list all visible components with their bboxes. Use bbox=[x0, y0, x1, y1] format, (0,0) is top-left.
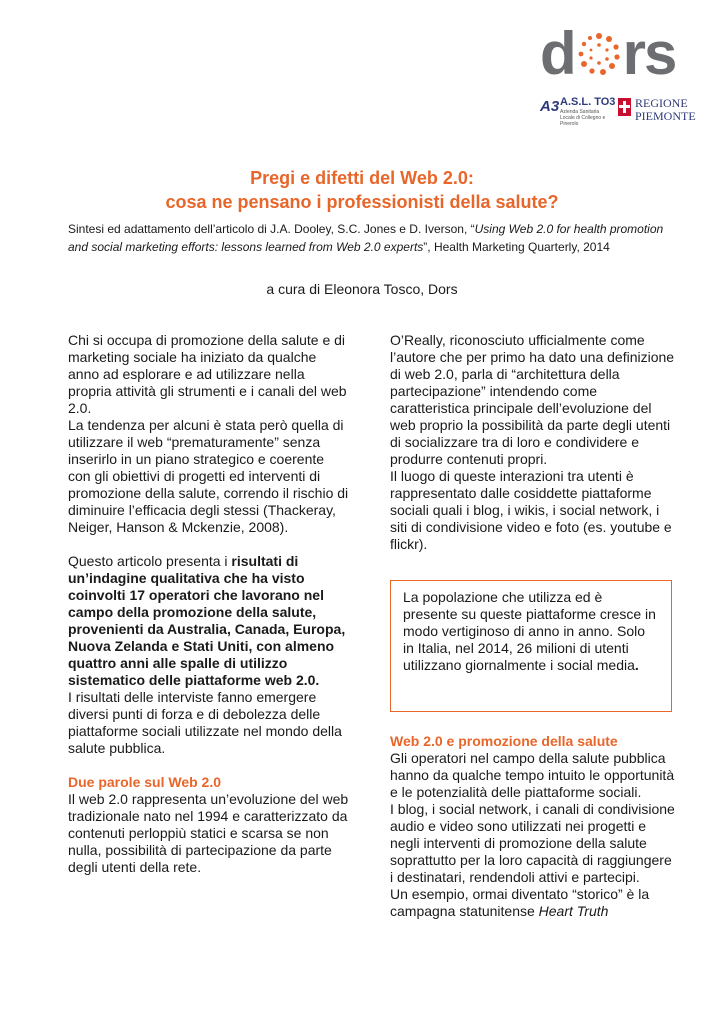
p3-highlight: risultati di un’indagine qualitativa che ha visto coinvolti 17 operatori che lavorano nel campo della promozione della salute, provenienti da Australia, Canada, Europa, Nuova Zelanda e Stati Uniti, con almeno quattro anni alle spalle di utilizzo sistematico delle piattaforme web 2.0. bbox=[68, 553, 346, 688]
p3-intro: Questo articolo presenta i bbox=[68, 553, 232, 569]
left-paragraph-5: Il web 2.0 rappresenta un’evoluzione del web tradizionale nato nel 1994 e caratterizzato da contenuti perloppiù statici e scarsa se non nulla, possibilità di partecipazione da parte degli utenti della rete. bbox=[68, 791, 349, 875]
regione-label: REGIONE bbox=[635, 96, 688, 110]
title-line-2: cosa ne pensano i professionisti della salute? bbox=[165, 192, 559, 212]
source-article-title: Using Web 2.0 for health promotion and social marketing efforts: lessons learned from Web 2.0 experts bbox=[68, 222, 664, 254]
left-paragraph-4: I risultati delle interviste fanno emergere diversi punti di forza e di debolezza delle piattaforme sociali utilizzate nel mondo della salute pubblica. bbox=[68, 689, 342, 756]
right-column bbox=[390, 332, 678, 553]
right-column-lower bbox=[390, 733, 678, 920]
left-paragraph-1: Chi si occupa di promozione della salute e di marketing sociale ha iniziato da qualche anno ad esplorare e ad utilizzare nella propria attività gli strumenti e i canali del web 2.0. bbox=[68, 332, 347, 416]
source-suffix: ”, Health Marketing Quarterly, 2014 bbox=[423, 240, 610, 254]
campaign-name: Heart Truth bbox=[538, 903, 609, 919]
section-heading-web20: Due parole sul Web 2.0 bbox=[68, 774, 222, 790]
asl-name: A.S.L. TO3 bbox=[560, 96, 616, 108]
left-paragraph-3 bbox=[68, 553, 350, 689]
source-prefix: Sintesi ed adattamento dell’articolo di J.A. Dooley, S.C. Jones e D. Iverson, “ bbox=[68, 222, 475, 236]
callout-text: La popolazione che utilizza ed è presente su queste piattaforme cresce in modo vertiginoso di anno in anno. Solo in Italia, nel 2014, 26 milioni di utenti utilizzano giornalmente i social media bbox=[403, 589, 656, 673]
dors-ring-icon bbox=[576, 31, 622, 77]
logo-letters-rs: rs bbox=[622, 20, 676, 87]
title-line-1: Pregi e difetti del Web 2.0: bbox=[250, 168, 474, 188]
logo-letter-d: d bbox=[540, 20, 575, 87]
left-paragraph-2: La tendenza per alcuni è stata però quella di utilizzare il web “prematuramente” senza inserirlo in un piano strategico e coerente con gli obiettivi di progetti ed interventi di promozione della salute, correndo il rischio di diminuire l’efficacia degli stessi (Thackeray, Neiger, Hanson & Mckenzie, 2008). bbox=[68, 417, 349, 535]
right-paragraph-5 bbox=[390, 886, 678, 920]
right-paragraph-2: Il luogo di queste interazioni tra utenti è rappresentato dalle cosiddette piattaforme sociali quali i blog, i wikis, i social network, i siti di condivisione video e foto (es. youtube e flickr). bbox=[390, 468, 672, 552]
callout-end: . bbox=[634, 657, 639, 673]
page-title bbox=[0, 166, 724, 214]
p5-text: Un esempio, ormai diventato “storico” è la campagna statunitense bbox=[390, 886, 650, 919]
asl-mark-icon: A3 bbox=[540, 98, 560, 115]
right-paragraph-3: Gli operatori nel campo della salute pubblica hanno da qualche tempo intuito le opportunità e le potenzialità delle piattaforme sociali. bbox=[390, 750, 675, 800]
curator-credit: a cura di Eleonora Tosco, Dors bbox=[266, 281, 458, 297]
left-column bbox=[68, 332, 350, 876]
piemonte-flag-icon bbox=[618, 98, 631, 116]
dors-logo bbox=[540, 20, 696, 128]
statistic-callout-box bbox=[390, 580, 672, 712]
right-paragraph-1: O’Really, riconosciuto ufficialmente come l’autore che per primo ha dato una definizione di web 2.0, parla di “architettura della partecipazione” intendendo come caratteristica principale dell’evoluzione del web proprio la possibilità da parte degli utenti di socializzare tra di loro e condividere e produrre contenuti propri. bbox=[390, 332, 675, 467]
asl-subtitle: Azienda Sanitaria Locale di Collegno e Pinerolo bbox=[560, 109, 606, 127]
section-heading-health-promotion: Web 2.0 e promozione della salute bbox=[390, 733, 618, 749]
asl-to3-logo bbox=[540, 96, 616, 127]
regione-piemonte-logo bbox=[618, 96, 694, 124]
dors-wordmark bbox=[540, 20, 676, 87]
article-source bbox=[68, 220, 666, 256]
right-paragraph-4: I blog, i social network, i canali di condivisione audio e video sono utilizzati nei progetti e negli interventi di promozione della salute soprattutto per la loro capacità di raggiungere i destinatari, rendendoli attivi e partecipi. bbox=[390, 801, 675, 885]
piemonte-label: PIEMONTE bbox=[635, 109, 696, 123]
